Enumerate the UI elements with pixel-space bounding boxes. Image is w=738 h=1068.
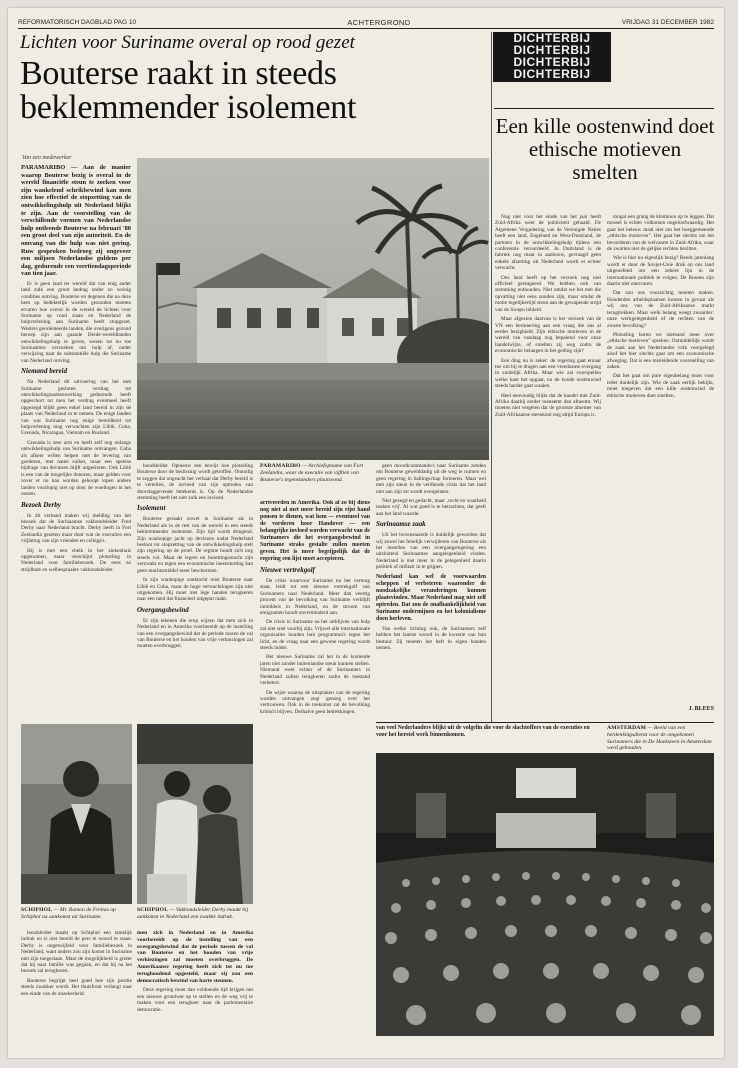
- article-kicker: Lichten voor Suriname overal op rood gezet: [20, 32, 355, 53]
- subhead-isolement: Isolement: [137, 504, 166, 513]
- paragraph: Het nieuwe Suriname zal het in de komende jaren niet zonder buitenlandse steun kunnen stellen. Niemand weet echter of de Surinamers in Nederland zullen terugkeren zodra de toestand verbetert.: [260, 654, 370, 687]
- header-section: ACHTERGROND: [347, 17, 411, 27]
- paragraph: Na Nederland dit uitvoering van het met Suriname gesloten verdrag tot ontwikkelingssamenwerking gedurende heeft opgeschort tot men het verdrag eventueel heeft opgezegd blijkt geen enkel land bereid in zijn de plaats van Nederland in te nemen. De enige landen van wat Suriname nog enige bereidheid tot hulpverlening mag verwachten zijn Libië, Cuba, Grenada, Nicaragua, Vietnam en Rusland.: [21, 379, 131, 437]
- paragraph: Grenada is zeer arm en heeft zelf nog onlangs ontwikkelingshulp van Suriname ontvangen. Cuba als afkeer willen helpen met de levering van goederen, met name suiker, maar een speelse bijdrage van deviezen blijft uitgesloten. Ook Libië is een van de mogelijke donoren, maar gelden voor zover er nu kan worden gehoopt lopen andere landen voorlopig niet op door de woelingen in het oosten.: [21, 439, 131, 498]
- paragraph: bondsleider. Opnieuw een bewijs hoe plotseling Bouterse door de beslissing wordt getroffen. Onnodig te zeggen dat ongeacht het verhaal dat Derby bereid is te vertellen, de invloed van zijn optreden van doorslaggevende betekenis is. Op de Nederlandse stemming heeft het niet zulk een invloed.: [137, 463, 253, 502]
- subhead-niemand-bereid: Niemand bereid: [21, 367, 68, 376]
- paragraph: Bouterse begrijpt heel goed hoe zijn positie steeds zwakker wordt. Het thuisfront verlangt naar een einde van de onzekerheid.: [21, 977, 132, 997]
- header-rule: [18, 28, 714, 29]
- sidebar-headline: Een kille oostenwind doet ethische motieven smelten: [495, 114, 715, 184]
- logo-line: DICHTERBIJ: [513, 31, 591, 45]
- photo-derby: [137, 724, 253, 904]
- caption-place: PARAMARIBO: [260, 463, 301, 469]
- caption-text: — Vakbondsleider Derby maakt bij aankomst in Nederland een zwakke indruk.: [137, 907, 249, 920]
- photo-amsterdam-memorial: [376, 753, 714, 1036]
- caption-derby: [137, 907, 253, 921]
- paragraph: Van welke richting ook, de Surinamers zelf hebben het laatste woord in de kwestie van hun bestuur. Zij moeten het heft in eigen handen nemen.: [376, 625, 486, 651]
- paragraph: Plotseling horen we niemand meer over „ethische motieven” spreken. Onmiddellijk wordt de zaak aan het Nederlandse volk voorgelegd alsof het hier slechts gaat om een economische afweging. Dat is een misleidende voorstelling van zaken.: [607, 331, 714, 370]
- memorial-service-illustration: [376, 753, 714, 1036]
- paragraph: Wie is hier nu eigenlijk bezig? Reeds jarenlang wordt er door de Sovjet-Unie druk op ons land uitgeoefend om een zekere lijn in de internationale politiek te volgen. De Russen zijn daarin niet onervaren.: [607, 255, 714, 288]
- article-column-4: [376, 463, 486, 721]
- article-column-1-continued: [21, 930, 132, 1040]
- paragraph: Er zijn tekenen die erop wijzen dat men zich in Nederland en in Amerika voorbereidt op de instelling van een overgangsbewind dat de periode tussen de val van Bouterse en het houden van vrije verkiezingen zal moeten overbruggen.: [137, 617, 253, 650]
- paragraph: Er is geen land ter wereld dat van enig ander land zulk een groot bedrag onder zo weinig condities ontving. Bouterse en degenen die na deze hem op bedektelijk worden gezonden moeten ervaren hoe overal in de wereld de lichten voor Suriname op rood staan en Nederland de hulpverlening aan Suriname heeft stopgezet. Westers georiënteerde landen, die overigens gezond beroep zijn aan gaande Derde-wereldlanden ontwikkelingshulp te geven, wezen tot nu toe Surinaamse verzoeken om hulp af, onder verwijzing naar de substantiële hulp die Suriname van Nederland ontving.: [21, 280, 131, 364]
- caption-amsterdam: [607, 725, 714, 752]
- newspaper-page: [8, 8, 724, 1058]
- sidebar-signature: J. BLEES: [688, 706, 714, 712]
- caption-place: SCHIPHOL: [137, 907, 169, 913]
- paragraph: Dat het gaat om pure eigenbelang moet voor ieder duidelijk zijn. Wie de zaak eerlijk bekijkt, moet toegeven dat een kille oostenwind de ethische motieven doet smelten.: [607, 373, 714, 399]
- article-column-1: [21, 164, 131, 719]
- photo-de-freitas: [21, 724, 132, 904]
- paragraph: Uit het bovenstaande is duidelijk geworden dat wij zowel het feitelijk verwijderen van Bouterse als het instellen van een overgangsregering een uitsluitend Surinaamse aangelegenheid vinden. Nederland is niet meer in de gelegenheid daarin politiek of militair in te grijpen.: [376, 532, 486, 571]
- paragraph-bold: men zich in Nederland en in Amerika voorbereidt op de instelling van een overgangsbewind dat de periode tussen de val van Bouterse en het houden van vrije verkiezingen zal moeten overbruggen. De Amerikaanse regering heeft zich tot nu toe terughoudend opgesteld, maar zij zou een democratisch bewind van harte steunen.: [137, 930, 253, 984]
- sidebar-divider: [491, 32, 492, 722]
- sidebar-column-1: [495, 214, 601, 719]
- paragraph: Bouterse geraakt zowel in Suriname als in Nederland als in de rest van de wereld in een steeds beklemmender isolement. Zijn tijd wordt dringend. Zijn wanhopige jacht op deviezen nadat Nederland besloot tot stopzetting van de ontwikkelingshulp stelt zijn regering op de proef. De regime houdt zich nog steeds vol. Maar de legers en bezettingsmacht zijn verzwakt en tegen een economische ineenstorting kan geen machtsmiddel meer beschermen.: [137, 516, 253, 574]
- caption-place: SCHIPHOL: [21, 907, 53, 913]
- sidebar-column-2: [607, 214, 714, 704]
- paragraph: Ons land heeft op het verzoek nog niet officieel gereageerd. We hebben ook van stemming onthouden. Niet omdat we het met die opvatting niet eens zouden zijn, maar omdat de motie tegelijkertijd steun aan de gewapende strijd van de Swapo inhield.: [495, 274, 601, 313]
- paragraph: Maar afgezien daarvan is het verzoek van de VN een herinnering aan een vraag die ons al eerder bezighield. Zijn ethische motieven in de wereld van vandaag nog bepalend voor onze handelwijze, of smelten zij weg zodra de economische belangen in het geding zijn?: [495, 316, 601, 355]
- photo-fort-zeelandia: [137, 158, 489, 460]
- article-byline: Van een medewerker: [22, 155, 72, 161]
- sidebar-bottom-text: van veel Nederlanders blijkt uit de volgelin die voor de slachtoffers van de executies en voor het herstel werk binnenkomen.: [376, 725, 590, 738]
- paragraph: De crisis in Suriname na het uitblijven van hulp zal niet snel voorbij zijn. Vrijwel alle internationale organisaties houden hun programma's tegen het licht, en de vraag naar een gewone regering wordt steeds luider.: [260, 619, 370, 652]
- subhead-bezoek-derby: Bezoek Derby: [21, 500, 61, 509]
- paragraph: bondsleider maakt op Schiphol een tamelijk indruk en is niet bereid de pers te woord te staan. Derby is ongetwijfeld voor familiebezoek in Nederland, want anders zou zijn komst in Suriname niet zijn toegestaan. Maar de mogelijkheid is groter dat hij naar familie was gegaan, en dat hij na het bezoek zal terugkeren.: [21, 930, 132, 975]
- caption-text: — Archiefopname van Fort Zeelandia, waar de executie van vijftien van Bouterse's tegenstanders plaatsvond.: [260, 463, 364, 483]
- paragraph: Nog niet voor het einde van het jaar heeft Zuid-Afrika weer de publiciteit gehaald. De Algemene Vergadering van de Verenigde Naties heeft een land, Engeland en West-Duitsland, de partners in de ontwikkelingshulp tijdens een conferentie veroordeeld. In Duitsland is de fabriek nog maar in aanbouw, gevraagd geen enkele afzetting uit Nederland wordt er echter verwacht.: [495, 214, 601, 272]
- subhead-overgangsbewind: Overgangsbewind: [137, 605, 189, 614]
- logo-line: DICHTERBIJ: [513, 67, 591, 81]
- dichterbij-logo: [493, 32, 611, 82]
- caption-text: — Beeld van een herdenkingsdienst voor de omgekomen Surinamers die in De Hoeksteen in Amsterdam werd gehouden.: [607, 725, 712, 752]
- logo-line: DICHTERBIJ: [513, 43, 591, 57]
- caption-fort-zeelandia: [260, 463, 370, 483]
- header-date: VRIJDAG 31 DECEMBER 1982: [621, 18, 714, 26]
- caption-place: AMSTERDAM: [607, 725, 647, 731]
- paragraph: Deze regering moet dan voldoende tijd krijgen om een nieuwe grondwet op te stellen en de weg vrij te maken voor een terugkeer naar de parlementaire democratie.: [137, 987, 253, 1013]
- derby-illustration: [137, 724, 253, 904]
- paragraph-bold: Nederland kan wel de voorwaarden scheppen of verbeteren waaronder de noodzakelijke veranderingen kunnen plaatsvinden. Maar Nederland mag niet zelf optreden. Dat zou de onafhankelijkheid van Suriname ondermijnen en het kolonialisme doen herleven.: [376, 573, 486, 622]
- article-column-2-continued: [137, 930, 253, 1040]
- paragraph: Hij is met een sheik in het ziekenhuis opgenomen, maar verschijnt plotseling in Nederland voor familiebezoek. De eens zo strijdbare en welbespraakte vakbondsleider.: [21, 547, 131, 573]
- paragraph: mogal een grang de klemtoon op te leggen. Dat mossel is echter volkomen ongeloofwaardig. Het gaat het heleuw maal niet om het boeggemeende „ethische motieven”. Het gaat het slechts om het bevorderen van de welvaarte in Zuid-Afrika, waar de zwarten niet de gelijke rechten bezitten.: [607, 214, 714, 253]
- article-column-3: [260, 500, 370, 1035]
- paragraph: In dit verband maken wij melding van het bezoek dat de Surinaamse vakbondsleider Fred Derby naar Nederland bracht. Derby heeft in Fort Zeelandia gezeten maar door wat de executies een vrijlating van zijn vrienden en collega's.: [21, 512, 131, 545]
- article-lead: PARAMARIBO — Aan de manier waarop Bouterse bezig is overal in de wereld financiële steun te zoeken voor zijn wankelend schrikbewind kan men zien hoe effectief de stopzetting van de ontwikkelingshulp uit Nederland blijkt te zijn. Aan de voorstelling van de verschillende vormen van Nederlandse hulp ontleende Bouterse na februari '80 een groot deel van zijn autoriteit. En de omvang van die hulp was niet gering. Ruw gesproken bedroeg zij ongeveer een miljoen Nederlandse guldens per dag, gedurende een veertiendagsperiode van tien jaar.: [21, 164, 131, 278]
- caption-de-freitas: [21, 907, 132, 921]
- subhead-surinaamse-zaak: Surinaamse zaak: [376, 520, 426, 529]
- paragraph: In zijn wanhopige zoektocht reist Bouterse naar Libië en Cuba, maar de hoge verwachtingen zijn niet uitgekomen. Hij moet met lege handen terugkeren naar een land dat financieel uitgeput raakt.: [137, 577, 253, 603]
- de-freitas-illustration: [21, 724, 132, 904]
- paragraph: De crisis waarvoor Suriname nu het vertoog staat, leidt tot een nieuwe vertrekgolf van Surinamers naar Nederland. Meer dan veertig procent van de bevolking van Suriname verblijft inmiddels in Nederland, en de stroom van emigranten houdt onverminderd aan.: [260, 578, 370, 617]
- paragraph: geen moordcommando's naar Suriname zenden om Bouterse gewelddadig uit de weg te ruimen en geen regering in ballingschap formeren. Maar wel met zijn steun in de verdiende crisis dat het land niet aan zijn lot wordt overgelaten.: [376, 463, 486, 495]
- fort-zeelandia-illustration: [137, 158, 489, 460]
- paragraph: Niet gezegd en gedacht, maar ‚recht en waarheid maken vrij'. Al wat goed is te betrachten, dat geeft aan het land waarde.: [376, 498, 486, 517]
- logo-line: DICHTERBIJ: [513, 55, 591, 69]
- article-column-2: [137, 463, 253, 719]
- paragraph: Heel eenvoudig blijkt dat de handel met Zuid-Afrika daarbij eerder toeneemt dan afneemt. Wij moeten niet vergeten dat de grootste afnemer van Zuid-Afrikaanse steenkool nog altijd Europa is.: [495, 392, 601, 418]
- sidebar-rule: [494, 108, 714, 109]
- paragraph-bold: arriveerden in Amerika. Ook al zo bij diens nog niet al met meer bereid zijn rijst hand ponsen te dienen, wat hem — eventueel van de vorderen hoor Handover — een belangrijke invloed worden verwacht van de Surinamers die het overgangsbewind in Suriname straks gestalte zullen moeten geven. Het is meer begrijpelijk dat de regering een lijst moet accepteren.: [260, 500, 370, 562]
- photo-rule: [376, 722, 714, 723]
- paragraph: Een ding nu is zeker: de regering gaat ernaar toe om bij te dragen aan een vreedzame overgang in zuidelijk Afrika. Maar wie zal voorspellen welke kant het opgaat, nu de koude oostenwind steeds harder gaat waaien.: [495, 357, 601, 390]
- subhead-nieuwe-vertrekgolf: Nieuwe vertrekgolf: [260, 566, 316, 574]
- header-paper-name: REFORMATORISCH DAGBLAD PAG 10: [18, 18, 137, 26]
- caption-text: — Mr. Ramon de Freitas op Schiphol na aankomst uit Suriname.: [21, 907, 116, 920]
- paragraph: De wijze waarop de uitspraken van de regering worden ontvangen zegt genoeg over het vertrouwen. Ook in de toekomst zal de bevolking kritisch blijven. Derhalve geen betrekkingen.: [260, 689, 370, 715]
- page-header: [18, 16, 714, 28]
- paragraph: Dat zou ons voorzichtig moeten maken. Honderden arbeidsplaatsen komen in gevaar als wij ons van de Zuid-Afrikaanse markt terugtrekken. Maar welk belang weegt zwaarder: onze werkgelegenheid of de rechten van de zwarte bevolking?: [607, 290, 714, 329]
- article-headline: Bouterse raakt in steeds beklemmender isolement: [20, 55, 357, 126]
